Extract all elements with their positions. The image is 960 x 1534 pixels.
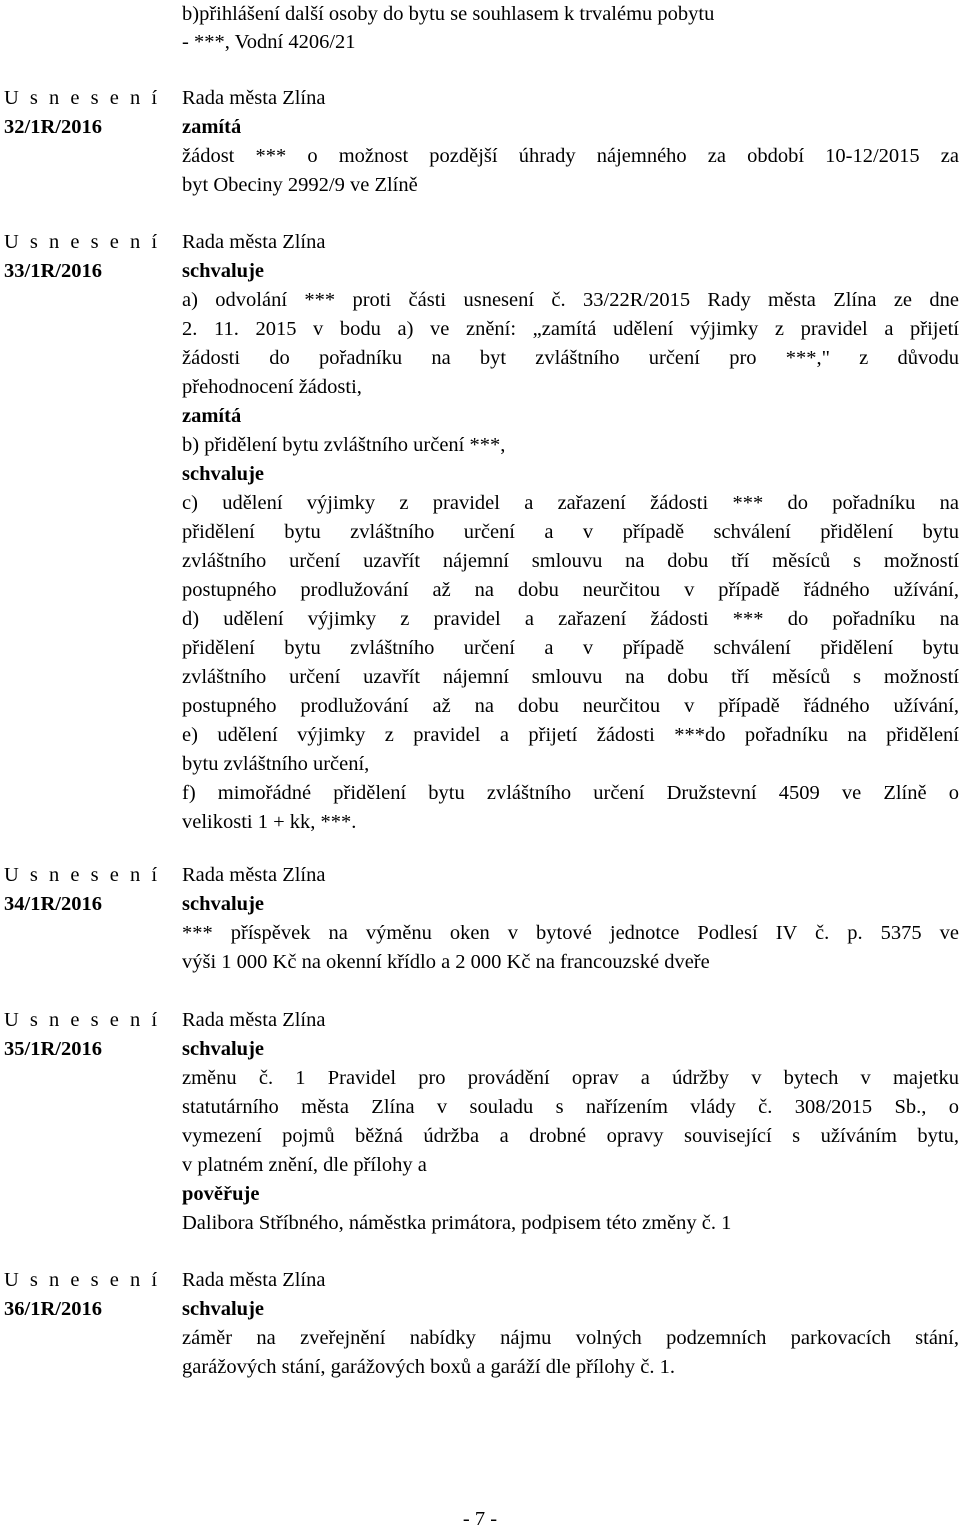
resolution-number: 33/1R/2016	[4, 260, 102, 282]
top-line-1: b)přihlášení další osoby do bytu se souhlasem k trvalému pobytu	[182, 3, 715, 25]
resolution-text-line: velikosti 1 + kk, ***.	[182, 811, 357, 833]
resolution-number: 36/1R/2016	[4, 1298, 102, 1320]
resolution-verb: schvaluje	[182, 1038, 264, 1060]
resolution-text-line: výši 1 000 Kč na okenní křídlo a 2 000 Kč na francouzské dveře	[182, 951, 710, 973]
resolution-verb: zamítá	[182, 116, 242, 138]
resolution-text-line: garážových stání, garážových boxů a garáží dle přílohy č. 1.	[182, 1356, 675, 1378]
resolution-text-line: přidělení bytu zvláštního určení a v případě schválení přidělení bytu	[182, 521, 959, 543]
resolution-text-line: změnu č. 1 Pravidel pro provádění oprav a údržby v bytech v majetku	[182, 1067, 959, 1089]
resolution-text-line: žádost *** o možnost pozdější úhrady nájemného za období 10-12/2015 za	[182, 145, 959, 167]
resolution-text-line: zvláštního určení uzavřít nájemní smlouvu na dobu tří měsíců s možností	[182, 666, 959, 688]
resolution-label: U s n e s e n í	[4, 231, 161, 253]
resolution-text-line: c) udělení výjimky z pravidel a zařazení žádosti *** do pořadníku na	[182, 492, 959, 514]
resolution-text-line: zvláštního určení uzavřít nájemní smlouvu na dobu tří měsíců s možností	[182, 550, 959, 572]
resolution-verb: schvaluje	[182, 893, 264, 915]
resolution-authority: Rada města Zlína	[182, 1269, 326, 1291]
resolution-text-line: a) odvolání *** proti části usnesení č. 33/22R/2015 Rady města Zlína ze dne	[182, 289, 959, 311]
resolution-text-line: Dalibora Stříbného, náměstka primátora, podpisem této změny č. 1	[182, 1212, 732, 1234]
resolution-text-line: přehodnocení žádosti,	[182, 376, 362, 398]
resolution-verb: schvaluje	[182, 260, 264, 282]
resolution-authority: Rada města Zlína	[182, 231, 326, 253]
resolution-text-line: d) udělení výjimky z pravidel a zařazení žádosti *** do pořadníku na	[182, 608, 959, 630]
resolution-verb: schvaluje	[182, 1298, 264, 1320]
resolution-verb: schvaluje	[182, 463, 264, 485]
resolution-verb: zamítá	[182, 405, 242, 427]
resolution-text-line: přidělení bytu zvláštního určení a v případě schválení přidělení bytu	[182, 637, 959, 659]
resolution-text-line: byt Obeciny 2992/9 ve Zlíně	[182, 174, 418, 196]
resolution-text-line: b) přidělení bytu zvláštního určení ***,	[182, 434, 506, 456]
resolution-number: 32/1R/2016	[4, 116, 102, 138]
page-number: - 7 -	[462, 1508, 498, 1530]
resolution-text-line: vymezení pojmů běžná údržba a drobné opravy související s užíváním bytu,	[182, 1125, 959, 1147]
resolution-number: 34/1R/2016	[4, 893, 102, 915]
resolution-text-line: e) udělení výjimky z pravidel a přijetí žádosti ***do pořadníku na přidělení	[182, 724, 959, 746]
resolution-text-line: *** příspěvek na výměnu oken v bytové jednotce Podlesí IV č. p. 5375 ve	[182, 922, 959, 944]
resolution-text-line: bytu zvláštního určení,	[182, 753, 370, 775]
top-line-2: - ***, Vodní 4206/21	[182, 31, 356, 53]
resolution-text-line: postupného prodlužování až na dobu neurčitou v případě řádného užívání,	[182, 579, 959, 601]
resolution-text-line: postupného prodlužování až na dobu neurčitou v případě řádného užívání,	[182, 695, 959, 717]
resolution-authority: Rada města Zlína	[182, 864, 326, 886]
resolution-text-line: žádosti do pořadníku na byt zvláštního určení pro ***," z důvodu	[182, 347, 959, 369]
resolution-label: U s n e s e n í	[4, 864, 161, 886]
resolution-authority: Rada města Zlína	[182, 1009, 326, 1031]
resolution-text-line: 2. 11. 2015 v bodu a) ve znění: „zamítá udělení výjimky z pravidel a přijetí	[182, 318, 959, 340]
resolution-text-line: f) mimořádné přidělení bytu zvláštního určení Družstevní 4509 ve Zlíně o	[182, 782, 959, 804]
resolution-label: U s n e s e n í	[4, 1269, 161, 1291]
resolution-authority: Rada města Zlína	[182, 87, 326, 109]
resolution-label: U s n e s e n í	[4, 1009, 161, 1031]
resolution-text-line: v platném znění, dle přílohy a	[182, 1154, 427, 1176]
resolution-label: U s n e s e n í	[4, 87, 161, 109]
resolution-number: 35/1R/2016	[4, 1038, 102, 1060]
resolution-text-line: záměr na zveřejnění nabídky nájmu volných podzemních parkovacích stání,	[182, 1327, 959, 1349]
resolution-verb: pověřuje	[182, 1183, 260, 1205]
resolution-text-line: statutárního města Zlína v souladu s nařízením vlády č. 308/2015 Sb., o	[182, 1096, 959, 1118]
